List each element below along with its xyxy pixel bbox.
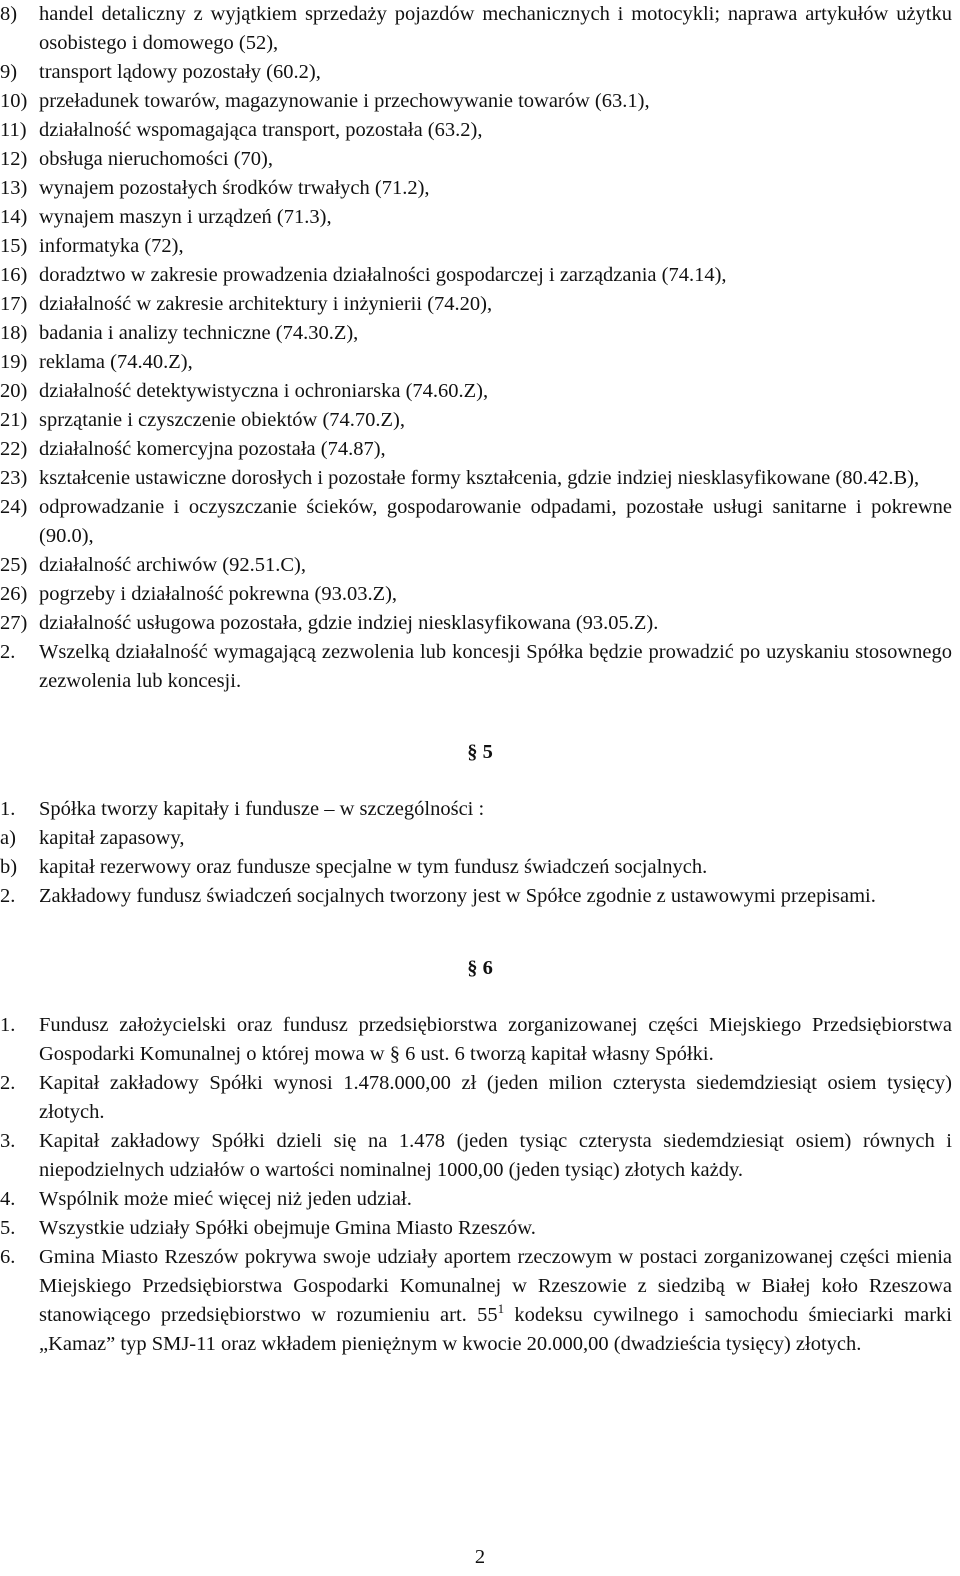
list-item bbox=[0, 377, 952, 406]
share-capital-list bbox=[0, 1011, 960, 1243]
list-item bbox=[0, 1243, 952, 1359]
item-text: kapitał zapasowy, bbox=[39, 827, 185, 849]
item-text: pogrzeby i działalność pokrewna (93.03.Z), bbox=[39, 583, 398, 605]
item-number: 14) bbox=[0, 206, 28, 228]
item-number: 2. bbox=[0, 1072, 16, 1094]
list-item bbox=[0, 638, 952, 696]
list-item bbox=[0, 435, 952, 464]
item-number: 9) bbox=[0, 61, 18, 83]
spacer bbox=[0, 911, 960, 954]
item-number: 25) bbox=[0, 554, 28, 576]
item-number: 5. bbox=[0, 1217, 16, 1239]
list-item bbox=[0, 319, 952, 348]
item-number: 20) bbox=[0, 380, 28, 402]
item-number: 19) bbox=[0, 351, 28, 373]
item-number: 1. bbox=[0, 1014, 16, 1036]
item-text: Wszelką działalność wymagającą zezwolenia lub koncesji Spółka będzie prowadzić po uzyskaniu stosownego zezwolenia lub koncesji. bbox=[39, 641, 952, 692]
item-number: 2. bbox=[0, 885, 16, 907]
item-number: 3. bbox=[0, 1130, 16, 1152]
list-item bbox=[0, 1214, 952, 1243]
list-item bbox=[0, 853, 952, 882]
list-item bbox=[0, 580, 952, 609]
item-number: 18) bbox=[0, 322, 28, 344]
item-number: 12) bbox=[0, 148, 28, 170]
list-item bbox=[0, 609, 952, 638]
item-number: 24) bbox=[0, 496, 28, 518]
item-text: handel detaliczny z wyjątkiem sprzedaży pojazdów mechanicznych i motocykli; naprawa artykułów użytku osobistego i domowego (52), bbox=[39, 3, 952, 54]
list-item bbox=[0, 464, 952, 493]
list-item bbox=[0, 0, 952, 58]
item-text: kapitał rezerwowy oraz fundusze specjalne w tym fundusz świadczeń socjalnych. bbox=[39, 856, 708, 878]
item-text: reklama (74.40.Z), bbox=[39, 351, 193, 373]
list-item bbox=[0, 493, 952, 551]
item-text: odprowadzanie i oczyszczanie ścieków, gospodarowanie odpadami, pozostałe usługi sanitarne i pokrewne (90.0), bbox=[39, 496, 952, 547]
item-number: 8) bbox=[0, 3, 18, 25]
item-text: kształcenie ustawiczne dorosłych i pozostałe formy kształcenia, gdzie indziej niesklasyfikowane (80.42.B), bbox=[39, 467, 920, 489]
item-text: działalność detektywistyczna i ochroniarska (74.60.Z), bbox=[39, 380, 489, 402]
item-text: Kapitał zakładowy Spółki dzieli się na 1.478 (jeden tysiąc czterysta siedemdziesiąt osiem) równych i niepodzielnych udziałów o wartości nominalnej 1000,00 (jeden tysiąc) złotych każdy. bbox=[39, 1130, 952, 1181]
item-number: 17) bbox=[0, 293, 28, 315]
list-item bbox=[0, 1069, 952, 1127]
spacer bbox=[0, 983, 960, 1011]
list-item bbox=[0, 116, 952, 145]
superscript: 1 bbox=[497, 1301, 505, 1317]
capital-funds-list bbox=[0, 795, 960, 911]
item-number: 2. bbox=[0, 641, 16, 663]
spacer bbox=[0, 696, 960, 738]
item-text: działalność komercyjna pozostała (74.87), bbox=[39, 438, 386, 460]
list-item bbox=[0, 290, 952, 319]
item-number: 13) bbox=[0, 177, 28, 199]
item-text: działalność w zakresie architektury i inżynierii (74.20), bbox=[39, 293, 493, 315]
item-number: 4. bbox=[0, 1188, 16, 1210]
item-number: a) bbox=[0, 827, 16, 849]
item-text: Wspólnik może mieć więcej niż jeden udział. bbox=[39, 1188, 412, 1210]
item-number: 21) bbox=[0, 409, 28, 431]
item-text: działalność usługowa pozostała, gdzie indziej niesklasyfikowana (93.05.Z). bbox=[39, 612, 659, 634]
item-number: 26) bbox=[0, 583, 28, 605]
list-item bbox=[0, 348, 952, 377]
item-text: Wszystkie udziały Spółki obejmuje Gmina Miasto Rzeszów. bbox=[39, 1217, 536, 1239]
item-text: przeładunek towarów, magazynowanie i przechowywanie towarów (63.1), bbox=[39, 90, 650, 112]
list-item bbox=[0, 203, 952, 232]
page-number: 2 bbox=[474, 1546, 486, 1568]
item-text: działalność archiwów (92.51.C), bbox=[39, 554, 306, 576]
item-text: Kapitał zakładowy Spółki wynosi 1.478.000,00 zł (jeden milion czterysta siedemdziesiąt osiem tysięcy) złotych. bbox=[39, 1072, 952, 1123]
list-item bbox=[0, 58, 952, 87]
item-text: badania i analizy techniczne (74.30.Z), bbox=[39, 322, 359, 344]
item-number: 6. bbox=[0, 1246, 16, 1268]
section-heading-5: § 5 bbox=[467, 741, 493, 763]
list-item bbox=[0, 551, 952, 580]
item-number: b) bbox=[0, 856, 18, 878]
list-item bbox=[0, 1011, 952, 1069]
item-number: 16) bbox=[0, 264, 28, 286]
item-text: działalność wspomagająca transport, pozostała (63.2), bbox=[39, 119, 483, 141]
list-item bbox=[0, 261, 952, 290]
item-text: wynajem maszyn i urządzeń (71.3), bbox=[39, 206, 332, 228]
list-item bbox=[0, 174, 952, 203]
item-text: doradztwo w zakresie prowadzenia działalności gospodarczej i zarządzania (74.14), bbox=[39, 264, 727, 286]
item-number: 10) bbox=[0, 90, 28, 112]
list-item bbox=[0, 824, 952, 853]
item-text: Spółka tworzy kapitały i fundusze – w szczególności : bbox=[39, 798, 485, 820]
activities-list bbox=[0, 0, 960, 638]
list-item bbox=[0, 882, 952, 911]
item-number: 1. bbox=[0, 798, 16, 820]
list-item bbox=[0, 87, 952, 116]
item-text: informatyka (72), bbox=[39, 235, 184, 257]
list-item bbox=[0, 1127, 952, 1185]
item-text bbox=[39, 1243, 952, 1359]
item-number: 11) bbox=[0, 119, 27, 141]
list-item bbox=[0, 232, 952, 261]
item-text: Zakładowy fundusz świadczeń socjalnych tworzony jest w Spółce zgodnie z ustawowymi przepisami. bbox=[39, 885, 876, 907]
list-item bbox=[0, 1185, 952, 1214]
item-number: 15) bbox=[0, 235, 28, 257]
item-text: Fundusz założycielski oraz fundusz przedsiębiorstwa zorganizowanej części Miejskiego Przedsiębiorstwa Gospodarki Komunalnej o której mowa w § 6 ust. 6 tworzą kapitał własny Spółki. bbox=[39, 1014, 952, 1065]
item-text: transport lądowy pozostały (60.2), bbox=[39, 61, 321, 83]
list-item bbox=[0, 795, 952, 824]
item-number: 22) bbox=[0, 438, 28, 460]
item-text: obsługa nieruchomości (70), bbox=[39, 148, 273, 170]
list-item bbox=[0, 406, 952, 435]
item-text: wynajem pozostałych środków trwałych (71.2), bbox=[39, 177, 430, 199]
spacer bbox=[0, 767, 960, 795]
item-text: sprzątanie i czyszczenie obiektów (74.70.Z), bbox=[39, 409, 405, 431]
item-number: 23) bbox=[0, 467, 28, 489]
list-item bbox=[0, 145, 952, 174]
item-text-part: Gmina Miasto Rzeszów pokrywa swoje udziały aportem rzeczowym w postaci zorganizowanej części mienia Miejskiego Przedsiębiorstwa Gospodarki Komunalnej w Rzeszowie z siedzibą w Białej koło Rzeszowa stanowiącego przedsiębiorstwo w rozumieniu art. 55 bbox=[39, 1246, 952, 1326]
item-number: 27) bbox=[0, 612, 28, 634]
section-heading-6: § 6 bbox=[467, 957, 493, 979]
item-text-part: kodeksu cywilnego i samochodu śmieciarki marki „Kamaz” typ SMJ-11 oraz wkładem pieniężnym w kwocie 20.000,00 (dwadzieścia tysięcy) złotych. bbox=[39, 1304, 952, 1355]
